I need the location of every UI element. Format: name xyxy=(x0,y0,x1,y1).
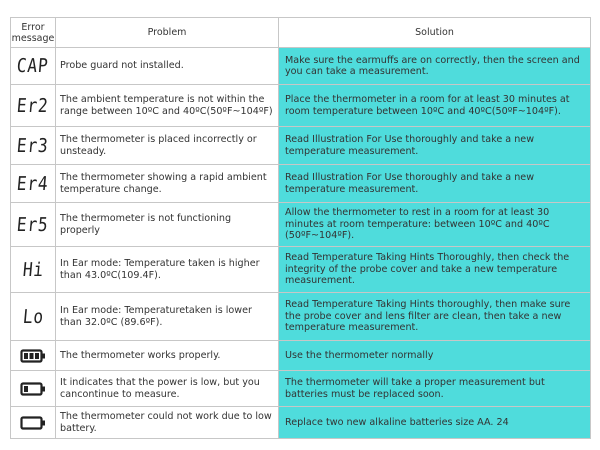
solution-cell: Make sure the earmuffs are on correctly, then the screen and you can take a measurement. xyxy=(279,48,591,85)
table-row xyxy=(11,48,591,85)
solution-cell: Read Temperature Taking Hints Thoroughly, then check the integrity of the probe cover and take a new temperature measurement. xyxy=(279,247,591,293)
solution-cell: Allow the thermometer to rest in a room for at least 30 minutes at room temperature: between 10ºC and 40ºC (50ºF~104ºF). xyxy=(279,203,591,247)
error-code-cell xyxy=(11,341,56,371)
solution-cell: Replace two new alkaline batteries size AA. 24 xyxy=(279,407,591,439)
error-code-lo: Lo xyxy=(21,305,45,328)
error-code-er2: Er2 xyxy=(16,94,50,117)
problem-cell: Probe guard not installed. xyxy=(56,48,279,85)
error-code-er3: Er3 xyxy=(16,134,50,157)
solution-cell: Read Illustration For Use thoroughly and take a new temperature measurement. xyxy=(279,127,591,165)
solution-cell: Use the thermometer normally xyxy=(279,341,591,371)
header-error-message: Error message xyxy=(11,18,56,48)
table-row xyxy=(11,407,591,439)
solution-cell: Read Illustration For Use thoroughly and take a new temperature measurement. xyxy=(279,165,591,203)
table-row xyxy=(11,165,591,203)
battery-low-icon xyxy=(20,382,46,396)
problem-cell: The ambient temperature is not within the range between 10ºC and 40ºC(50ºF~104ºF) xyxy=(56,85,279,127)
error-code-er5: Er5 xyxy=(16,213,50,236)
table-row xyxy=(11,203,591,247)
battery-full-icon xyxy=(20,349,46,363)
error-code-hi: Hi xyxy=(21,258,45,281)
solution-cell: The thermometer will take a proper measurement but batteries must be replaced soon. xyxy=(279,371,591,407)
error-code-cap: CAP xyxy=(16,55,50,77)
solution-cell: Place the thermometer in a room for at least 30 minutes at room temperature between 10ºC and 40ºC(50ºF~104ºF). xyxy=(279,85,591,127)
table-row xyxy=(11,127,591,165)
table-row xyxy=(11,371,591,407)
error-code-cell xyxy=(11,247,56,293)
problem-cell: The thermometer could not work due to low battery. xyxy=(56,407,279,439)
error-code-cell xyxy=(11,407,56,439)
header-problem: Problem xyxy=(56,18,279,48)
problem-cell: In Ear mode: Temperature taken is higher than 43.0ºC(109.4F). xyxy=(56,247,279,293)
problem-cell: It indicates that the power is low, but you cancontinue to measure. xyxy=(56,371,279,407)
error-code-cell xyxy=(11,48,56,85)
table-row xyxy=(11,85,591,127)
table-row xyxy=(11,341,591,371)
problem-cell: The thermometer works properly. xyxy=(56,341,279,371)
error-code-cell xyxy=(11,203,56,247)
error-code-cell xyxy=(11,85,56,127)
problem-cell: The thermometer showing a rapid ambient temperature change. xyxy=(56,165,279,203)
problem-cell: The thermometer is not functioning properly xyxy=(56,203,279,247)
table-header-row xyxy=(11,18,591,48)
error-message-table xyxy=(10,17,591,439)
error-code-er4: Er4 xyxy=(16,172,50,195)
error-code-cell xyxy=(11,165,56,203)
solution-cell: Read Temperature Taking Hints thoroughly, then make sure the probe cover and lens filter are clean, then take a new temperature measurement. xyxy=(279,293,591,341)
error-code-cell xyxy=(11,293,56,341)
table-row xyxy=(11,247,591,293)
error-code-cell xyxy=(11,371,56,407)
header-solution: Solution xyxy=(279,18,591,48)
problem-cell: The thermometer is placed incorrectly or unsteady. xyxy=(56,127,279,165)
table-row xyxy=(11,293,591,341)
error-code-cell xyxy=(11,127,56,165)
battery-empty-icon xyxy=(20,416,46,430)
problem-cell: In Ear mode: Temperaturetaken is lower than 32.0ºC (89.6ºF). xyxy=(56,293,279,341)
